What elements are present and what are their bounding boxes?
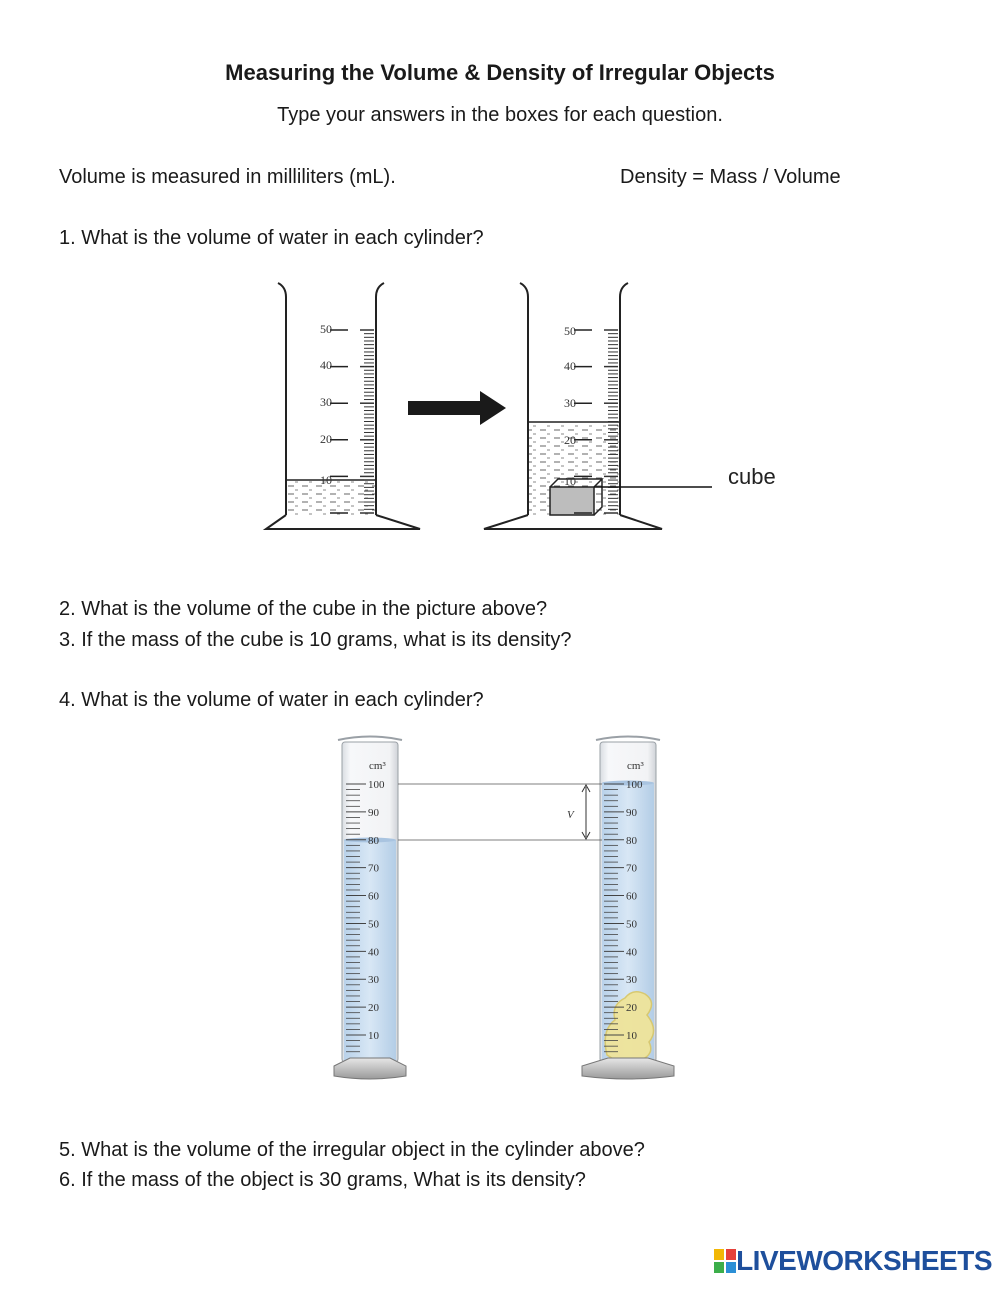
cube-object — [550, 487, 594, 515]
scale-label: 80 — [368, 834, 379, 847]
scale-label: 40 — [626, 946, 637, 959]
question-1: 1. What is the volume of water in each cylinder? — [59, 227, 484, 249]
scale-label: 90 — [368, 806, 379, 819]
scale-label: 100 — [368, 779, 385, 791]
question-6: 6. If the mass of the object is 30 grams, What is its density? — [59, 1169, 586, 1191]
right-scale-10: 10 — [564, 474, 576, 488]
cube-label: cube — [728, 464, 776, 489]
right-scale-50: 50 — [564, 324, 576, 338]
scale-label: 40 — [368, 946, 379, 959]
right-scale-30: 30 — [564, 396, 576, 410]
scale-label: 100 — [626, 779, 643, 791]
scale-label: 20 — [368, 1002, 379, 1015]
density-formula: Density = Mass / Volume — [620, 166, 841, 188]
scale-label: 90 — [626, 806, 637, 819]
cube-displacement-figure — [230, 275, 810, 540]
left-unit-label: cm³ — [369, 760, 386, 772]
liveworksheets-logo-icon — [714, 1249, 736, 1273]
liveworksheets-logo — [714, 1245, 992, 1277]
left-scale-30: 30 — [320, 395, 332, 409]
scale-label: 10 — [368, 1030, 379, 1042]
left-scale-20: 20 — [320, 432, 332, 446]
left-cm3-cylinder — [334, 737, 406, 1080]
question-5: 5. What is the volume of the irregular object in the cylinder above? — [59, 1139, 645, 1161]
scale-label: 50 — [626, 918, 637, 931]
left-cm3-base — [334, 1058, 406, 1079]
right-cm3-base — [582, 1058, 674, 1079]
volume-difference-label: V — [567, 809, 574, 821]
question-3: 3. If the mass of the cube is 10 grams, what is its density? — [59, 629, 572, 651]
right-scale-40: 40 — [564, 359, 576, 373]
scale-label: 60 — [368, 890, 379, 903]
irregular-object-figure — [315, 730, 685, 1090]
scale-label: 30 — [368, 974, 379, 987]
worksheet-instructions: Type your answers in the boxes for each question. — [277, 104, 723, 126]
scale-label: 30 — [626, 974, 637, 987]
liveworksheets-logo-text: LIVEWORKSHEETS — [736, 1245, 992, 1276]
right-scale-20: 20 — [564, 433, 576, 447]
scale-label: 20 — [626, 1002, 637, 1015]
scale-label: 80 — [626, 834, 637, 847]
scale-label: 60 — [626, 890, 637, 903]
scale-label: 50 — [368, 918, 379, 931]
question-4: 4. What is the volume of water in each cylinder? — [59, 689, 484, 711]
scale-label: 70 — [368, 862, 379, 875]
scale-label: 10 — [626, 1030, 637, 1042]
left-scale-10: 10 — [320, 473, 332, 487]
right-arrow-icon — [408, 391, 506, 425]
left-scale-50: 50 — [320, 322, 332, 336]
right-unit-label: cm³ — [627, 760, 644, 772]
left-scale-40: 40 — [320, 358, 332, 372]
worksheet-title: Measuring the Volume & Density of Irregular Objects — [225, 60, 775, 85]
volume-unit-note: Volume is measured in milliliters (mL). — [59, 166, 396, 188]
left-cylinder — [266, 283, 420, 529]
scale-label: 70 — [626, 862, 637, 875]
right-cylinder — [484, 283, 776, 529]
question-2: 2. What is the volume of the cube in the picture above? — [59, 598, 548, 620]
right-cm3-cylinder — [582, 737, 674, 1080]
